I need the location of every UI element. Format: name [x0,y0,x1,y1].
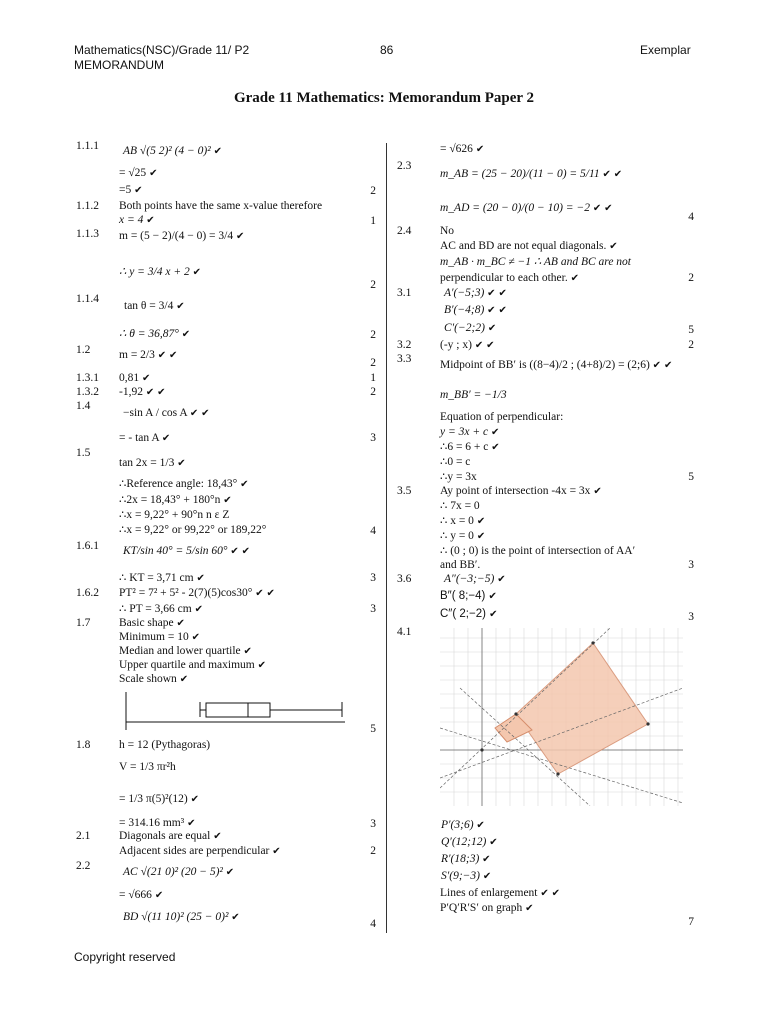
question-number: 1.3.2 [76,386,99,398]
mark-total: 3 [370,603,376,615]
answer-line [440,411,563,424]
check-mark: ✔ [487,305,496,316]
expr: Upper quartile and maximum [119,659,255,671]
question-number: 4.1 [397,626,412,638]
check-mark: ✔ [240,479,249,490]
mark-total: 3 [370,818,376,830]
expr: KT/sin 40° = 5/sin 60° [123,545,228,557]
expr: m_AD = (20 − 0)/(0 − 10) = −2 [440,202,590,214]
answer-line [123,911,240,924]
check-mark: ✔ [476,531,486,542]
answer-line [119,509,229,522]
answer-line: Both points have the same x-value therefore [119,200,323,212]
check-mark: ✔ [187,818,196,829]
mark-total: 4 [370,918,376,930]
expr: Scale shown [119,673,177,685]
check-mark: ✔ [225,867,235,878]
expr: Midpoint of BB′ is ((8−4)/2 ; (4+8)/2) = (2;6) [440,359,650,371]
expr: = 1/3 π(5)²(12) [119,793,188,805]
answer-line [440,339,494,352]
check-mark: ✔ [177,458,186,469]
expr: ∴ PT = 3,66 cm [119,603,192,615]
answer-line [440,256,631,269]
answer-line [119,386,166,399]
expr: = - tan A [119,432,160,444]
expr: S′(9;−3) [441,870,481,882]
answer-line [119,587,275,600]
answer-line [119,328,190,341]
check-mark: ✔ [475,144,485,155]
expr: = √626 [440,143,473,155]
check-mark: ✔ [609,241,618,252]
check-mark: ✔ [602,169,611,180]
expr: y = 3x + c [440,426,489,438]
mark-total: 4 [688,211,694,223]
expr: ∴y = 3x [440,471,477,483]
mark-total: 2 [370,185,376,197]
answer-line [444,304,507,317]
check-mark: ✔ [241,546,251,557]
check-mark: ✔ [169,350,178,361]
answer-line: No [440,225,455,237]
expr: (-y ; x) [440,339,472,351]
check-mark: ✔ [540,888,549,899]
check-mark: ✔ [196,573,205,584]
expr: ∴ (0 ; 0) is the point of intersection of AA′ [440,545,636,557]
question-number: 3.2 [397,339,412,351]
header-memorandum: MEMORANDUM [74,58,164,72]
answer-line [440,168,622,181]
mark-total: 3 [370,572,376,584]
check-mark: ✔ [255,588,264,599]
check-mark: ✔ [613,169,623,180]
answer-line [119,830,222,843]
expr: m = 2/3 [119,349,155,361]
expr: m_AB · m_BC ≠ −1 ∴ AB and BC are not [440,256,632,268]
question-number: 1.2 [76,344,91,356]
check-mark: ✔ [192,267,202,278]
expr: AC √(21 0)² (20 − 5)² [123,866,223,878]
expr: ∴0 = c [440,456,471,468]
answer-line [119,167,157,180]
check-mark: ✔ [487,288,496,299]
expr: Equation of perpendicular: [440,411,564,423]
expr: x = 4 [119,214,144,226]
mark-total: 1 [370,372,376,384]
page-title: Grade 11 Mathematics: Memorandum Paper 2 [233,90,535,106]
answer-line [440,240,618,253]
answer-line [119,230,244,243]
mark-total: 7 [688,916,694,928]
question-number: 1.8 [76,739,91,751]
question-number: 1.1.3 [76,228,99,240]
question-number: 3.1 [397,287,412,299]
expr: Diagonals are equal [119,830,211,842]
check-mark: ✔ [176,618,185,629]
check-mark: ✔ [482,871,492,882]
answer-line [440,143,484,156]
question-number: 2.2 [76,860,91,872]
check-mark: ✔ [190,794,200,805]
check-mark: ✔ [257,660,266,671]
answer-line [119,761,176,774]
answer-line [119,494,232,507]
check-mark: ✔ [604,203,613,214]
mark-total: 3 [688,611,694,623]
question-number: 1.6.1 [76,540,99,552]
answer-line [119,739,210,752]
expr: C′(−2;2) [444,322,485,334]
check-mark: ✔ [230,546,239,557]
expr: Basic shape [119,617,174,629]
expr: tan 2x = 1/3 [119,457,175,469]
expr: P′(3;6) [441,819,474,831]
answer-line [440,202,612,215]
mark-total: 5 [370,723,376,735]
mark-total: 2 [370,329,376,341]
question-number: 1.3.1 [76,372,99,384]
question-number: 1.5 [76,447,91,459]
check-mark: ✔ [497,574,506,585]
answer-line [119,645,252,658]
answer-line [123,145,222,158]
answer-line [119,659,266,672]
check-mark: ✔ [474,340,484,351]
check-mark: ✔ [161,433,171,444]
question-number: 2.4 [397,225,412,237]
check-mark: ✔ [243,646,252,657]
mark-total: 5 [688,471,694,483]
check-mark: ✔ [488,591,497,602]
check-mark: ✔ [491,442,500,453]
answer-line [119,524,266,537]
expr: ∴ 7x = 0 [440,500,480,512]
check-mark: ✔ [223,495,232,506]
expr: m = (5 − 2)/(4 − 0) = 3/4 [119,230,234,242]
check-mark: ✔ [146,215,155,226]
expr: = 314.16 mm³ [119,817,185,829]
answer-line [119,673,188,686]
check-mark: ✔ [593,486,602,497]
answer-line [119,184,143,197]
answer-line [440,590,497,603]
answer-line [440,902,534,915]
check-mark: ✔ [592,203,602,214]
expr: ∴6 = 6 + c [440,441,489,453]
check-mark: ✔ [476,516,486,527]
column-divider [386,143,387,933]
answer-line [440,456,470,469]
copyright-footer: Copyright reserved [74,950,176,964]
answer-line [441,836,498,849]
check-mark: ✔ [145,387,155,398]
check-mark: ✔ [498,305,507,316]
answer-line [440,608,498,621]
mark-total: 1 [370,215,376,227]
mark-total: 2 [370,279,376,291]
check-mark: ✔ [272,846,281,857]
answer-line [123,407,210,420]
answer-line [119,845,281,858]
answer-line [119,457,186,470]
answer-line [119,617,185,630]
answer-line [440,485,602,498]
answer-line [119,889,163,902]
mark-total: 2 [688,339,694,351]
expr: A″(−3;−5) [444,573,495,585]
answer-line [119,817,195,830]
expr: perpendicular to each other. [440,272,568,284]
check-mark: ✔ [213,831,222,842]
check-mark: ✔ [213,146,222,157]
answer-line [119,349,177,362]
question-number: 1.1.1 [76,140,99,152]
check-mark: ✔ [551,888,561,899]
expr: B′(−4;8) [444,304,485,316]
answer-line [440,471,477,484]
check-mark: ✔ [194,604,203,615]
expr: AC and BD are not equal diagonals. [440,240,607,252]
expr: Median and lower quartile [119,645,241,657]
expr: -1,92 [119,386,143,398]
answer-line [119,478,249,491]
answer-line [119,572,205,585]
header-exemplar: Exemplar [640,43,691,57]
expr: = √25 [119,167,147,179]
expr: ∴ θ = 36,87° [119,328,179,340]
answer-line [444,573,506,586]
expr: 0,81 [119,372,140,384]
answer-line [444,322,496,335]
check-mark: ✔ [487,323,497,334]
mark-total: 3 [688,559,694,571]
mark-total: 3 [370,432,376,444]
answer-line [441,870,491,883]
expr: BD √(11 10)² (25 − 0)² [123,911,229,923]
check-mark: ✔ [201,408,210,419]
expr: B″( 8;−4) [440,590,486,602]
answer-line [440,272,579,285]
check-mark: ✔ [157,350,167,361]
expr: ∴2x = 18,43° + 180°n [119,494,221,506]
answer-line [441,853,491,866]
expr: Ay point of intersection -4x = 3x [440,485,591,497]
question-number: 1.7 [76,617,91,629]
question-number: 1.1.4 [76,293,99,305]
answer-line [440,500,480,513]
expr: Adjacent sides are perpendicular [119,845,270,857]
expr: Minimum = 10 [119,631,189,643]
expr: −sin A / cos A [123,407,188,419]
check-mark: ✔ [489,609,498,620]
check-mark: ✔ [149,168,158,179]
mark-total: 2 [688,272,694,284]
question-number: 2.3 [397,160,412,172]
check-mark: ✔ [191,632,201,643]
expr: C″( 2;−2) [440,608,486,620]
expr: ∴x = 9,22° + 90°n n ε Z [119,509,230,521]
question-number: 3.5 [397,485,412,497]
answer-line [440,559,480,572]
check-mark: ✔ [189,408,199,419]
expr: m_AB = (25 − 20)/(11 − 0) = 5/11 [440,168,600,180]
answer-line [440,515,485,528]
answer-line [123,866,234,879]
answer-line [119,214,155,227]
question-number: 1.6.2 [76,587,99,599]
answer-line [444,287,507,300]
question-number: 3.3 [397,353,412,365]
check-mark: ✔ [176,301,185,312]
answer-line [119,432,170,445]
expr: ∴ KT = 3,71 cm [119,572,194,584]
expr: R′(18;3) [441,853,480,865]
check-mark: ✔ [476,820,485,831]
answer-line [119,793,199,806]
expr: ∴x = 9,22° or 99,22° or 189,22° [119,524,267,536]
expr: = √666 [119,889,152,901]
answer-line [440,359,672,372]
enlargement-graph [440,628,683,806]
box-whisker-plot [120,690,350,736]
check-mark: ✔ [570,273,579,284]
check-mark: ✔ [486,340,495,351]
expr: ∴ x = 0 [440,515,474,527]
answer-line [119,372,150,385]
check-mark: ✔ [663,360,673,371]
answer-line [440,545,635,558]
answer-line [123,545,250,558]
expr: =5 [119,184,132,196]
expr: tan θ = 3/4 [124,300,174,312]
expr: A′(−5;3) [444,287,485,299]
check-mark: ✔ [266,588,275,599]
expr: m_BB′ = −1/3 [440,389,507,401]
expr: ∴ y = 3/4 x + 2 [119,266,190,278]
check-mark: ✔ [490,427,500,438]
answer-line [440,887,560,900]
expr: P′Q′R′S′ on graph [440,902,523,914]
mark-total: 2 [370,386,376,398]
check-mark: ✔ [498,288,507,299]
check-mark: ✔ [482,854,491,865]
answer-line [119,603,203,616]
check-mark: ✔ [179,674,189,685]
answer-line [440,426,499,439]
question-number: 2.1 [76,830,91,842]
check-mark: ✔ [489,837,498,848]
expr: ∴ y = 0 [440,530,474,542]
check-mark: ✔ [231,912,240,923]
answer-line [441,819,485,832]
check-mark: ✔ [652,360,662,371]
answer-line [119,631,200,644]
mark-total: 2 [370,357,376,369]
expr: ∴Reference angle: 18,43° [119,478,238,490]
expr: PT² = 7² + 5² - 2(7)(5)cos30° [119,587,253,599]
question-number: 1.1.2 [76,200,99,212]
page-number: 86 [380,43,394,57]
mark-total: 5 [688,324,694,336]
check-mark: ✔ [142,373,151,384]
expr: V = 1/3 πr²h [119,761,176,773]
question-number: 1.4 [76,400,91,412]
check-mark: ✔ [157,387,166,398]
header-subject: Mathematics(NSC)/Grade 11/ P2 [74,43,250,57]
answer-line [440,389,507,402]
expr: and BB′. [440,559,481,571]
question-number: 3.6 [397,573,412,585]
answer-line [119,266,201,279]
check-mark: ✔ [525,903,534,914]
expr: Lines of enlargement [440,887,538,899]
mark-total: 4 [370,525,376,537]
check-mark: ✔ [154,890,164,901]
check-mark: ✔ [181,329,191,340]
check-mark: ✔ [235,231,245,242]
expr: Q′(12;12) [441,836,487,848]
answer-line [124,300,185,313]
mark-total: 2 [370,845,376,857]
expr: AB √(5 2)² (4 − 0)² [123,145,211,157]
check-mark: ✔ [134,185,143,196]
answer-line [440,530,485,543]
expr: h = 12 (Pythagoras) [119,739,211,751]
answer-line [440,441,500,454]
